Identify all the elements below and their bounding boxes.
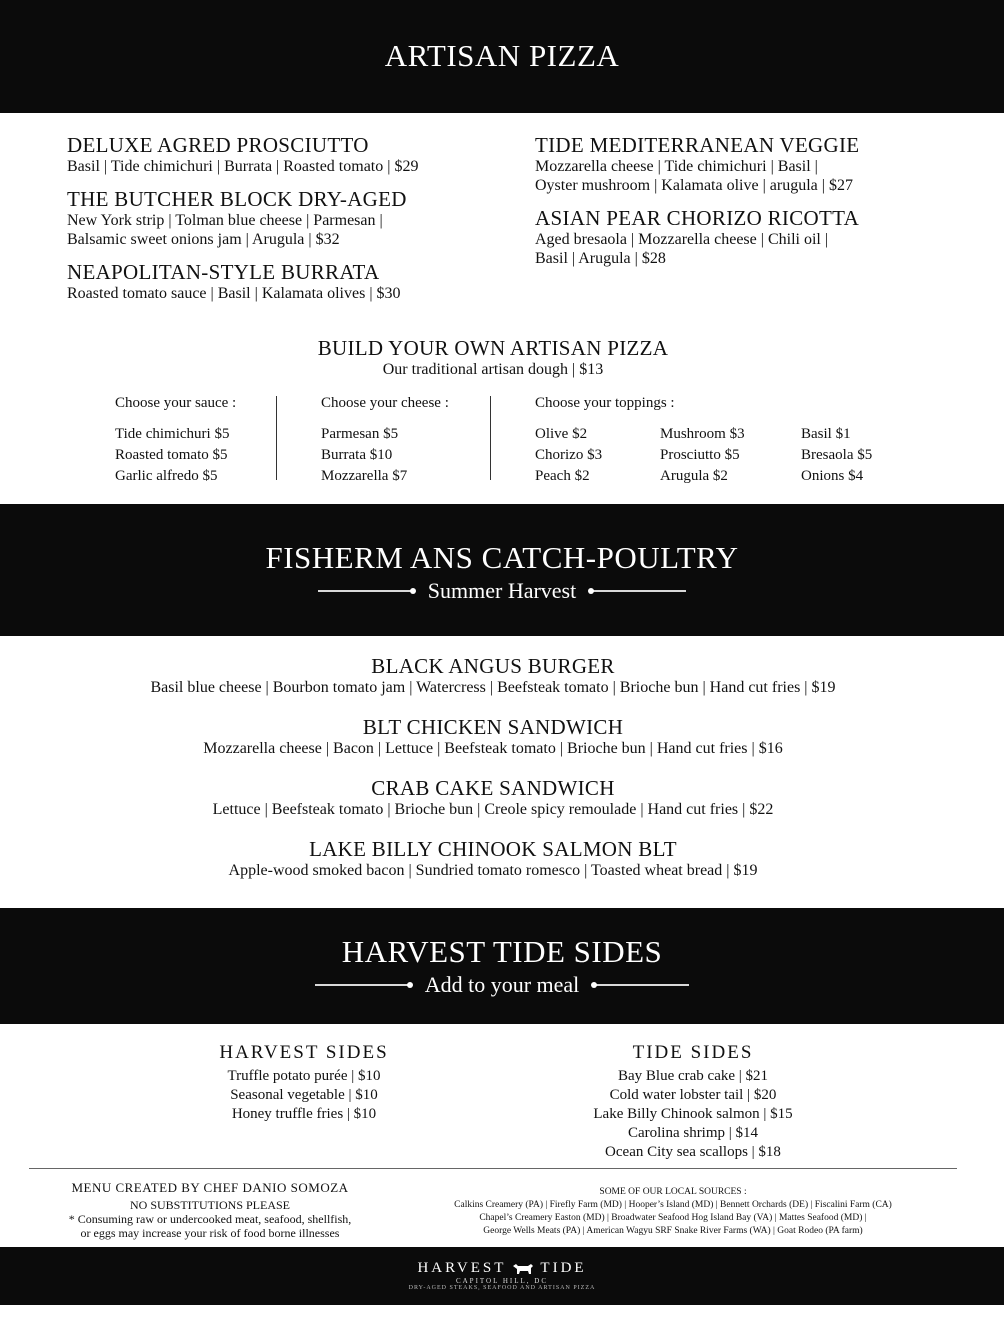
pizza-item-name: ASIAN PEAR CHORIZO RICOTTA: [535, 206, 860, 230]
topping-option: Onions $4: [801, 468, 864, 484]
side-item: Honey truffle fries | $10: [231, 1106, 377, 1122]
pizza-right-column: [535, 133, 975, 268]
cheese-option: Parmesan $5: [321, 426, 399, 442]
topping-option: Mushroom $3: [660, 426, 745, 442]
brand-band: [0, 1247, 1004, 1305]
pizza-item-desc: Balsamic sweet onions jam | Arugula | $32: [67, 231, 340, 248]
local-sources-line: George Wells Meats (PA) | American Wagyu SRF Snake River Farms (WA) | Goat Rodeo (PA farm): [483, 1226, 863, 1236]
brand-word: TIDE: [540, 1260, 587, 1276]
pizza-item: [535, 133, 975, 195]
topping-option: Peach $2: [535, 468, 590, 484]
toppings-grid: [535, 424, 975, 487]
brand-word: HARVEST: [417, 1260, 507, 1276]
fish-item-name: CRAB CAKE SANDWICH: [371, 776, 615, 800]
pizza-item-desc: Mozzarella cheese | Tide chimichuri | Basil |: [535, 158, 818, 175]
fish-item-desc: Lettuce | Beefsteak tomato | Brioche bun | Creole spicy remoulade | Hand cut fries | $22: [212, 801, 774, 818]
pizza-item-desc: Oyster mushroom | Kalamata olive | arugula | $27: [535, 177, 853, 194]
topping-option: Olive $2: [535, 426, 588, 442]
pizza-item-name: NEAPOLITAN-STYLE BURRATA: [67, 260, 380, 284]
fish-item-name: BLT CHICKEN SANDWICH: [362, 715, 624, 739]
pizza-item-name: TIDE MEDITERRANEAN VEGGIE: [535, 133, 860, 157]
harvest-sides: [184, 1042, 424, 1124]
sauce-options: [115, 395, 275, 487]
pizza-item: [67, 133, 507, 176]
tide-sides: [563, 1042, 823, 1162]
column-divider: [490, 396, 491, 480]
pizza-item-name: DELUXE AGRED PROSCIUTTO: [67, 133, 369, 157]
fish-item-name: LAKE BILLY CHINOOK SALMON BLT: [309, 837, 677, 861]
sauce-option: Roasted tomato $5: [115, 447, 228, 463]
pizza-item-desc: Aged bresaola | Mozzarella cheese | Chili oil |: [535, 231, 829, 248]
local-sources-line: Calkins Creamery (PA) | Firefly Farm (MD) | Hooper’s Island (MD) | Bennett Orchards (DE) | Fiscalini Farm (CA): [454, 1200, 892, 1210]
fish-item-desc: Apple-wood smoked bacon | Sundried tomato romesco | Toasted wheat bread | $19: [228, 862, 758, 879]
footer-notice: [55, 1181, 365, 1240]
chef-credit: MENU CREATED BY CHEF DANIO SOMOZA: [71, 1180, 349, 1195]
side-item: Seasonal vegetable | $10: [230, 1087, 378, 1103]
bull-icon: [512, 1262, 534, 1276]
pizza-section-title: ARTISAN PIZZA: [384, 38, 620, 73]
side-item: Cold water lobster tail | $20: [609, 1087, 777, 1103]
toppings-options: [535, 395, 975, 487]
sides-section-title: HARVEST TIDE SIDES: [341, 934, 663, 969]
fish-header-band: [0, 504, 1004, 636]
sauce-option: Garlic alfredo $5: [115, 468, 218, 484]
topping-option: Basil $1: [801, 426, 851, 442]
local-sources: [400, 1186, 946, 1238]
fish-item-desc: Mozzarella cheese | Bacon | Lettuce | Beefsteak tomato | Brioche bun | Hand cut fries | $16: [203, 740, 783, 757]
side-item: Lake Billy Chinook salmon | $15: [593, 1106, 793, 1122]
no-substitutions-note: NO SUBSTITUTIONS PLEASE: [129, 1198, 290, 1212]
build-your-own-heading: [0, 336, 986, 379]
toppings-column: [535, 424, 660, 487]
fish-item: [0, 776, 986, 819]
side-item: Carolina shrimp | $14: [627, 1125, 759, 1141]
food-safety-warning: or eggs may increase your risk of food borne illnesses: [80, 1226, 340, 1240]
pizza-item-desc: Roasted tomato sauce | Basil | Kalamata olives | $30: [67, 285, 401, 302]
fish-section-subtitle: Summer Harvest: [427, 578, 577, 603]
pizza-item-name: THE BUTCHER BLOCK DRY-AGED: [67, 187, 407, 211]
sides-section-subtitle: Add to your meal: [424, 972, 580, 997]
fish-item: [0, 715, 986, 758]
topping-option: Arugula $2: [660, 468, 728, 484]
side-item: Truffle potato purée | $10: [227, 1068, 381, 1084]
pizza-left-column: [67, 133, 507, 303]
local-sources-line: Chapel’s Creamery Easton (MD) | Broadwater Seafood Hog Island Bay (VA) | Mattes Seafood (MD) |: [479, 1213, 867, 1223]
fish-items: [0, 654, 986, 880]
footer-divider: [29, 1168, 957, 1169]
tide-sides-heading: TIDE SIDES: [632, 1042, 754, 1063]
sauce-option: Tide chimichuri $5: [115, 426, 230, 442]
ornament-rule: [590, 590, 686, 592]
cheese-options: [321, 395, 481, 487]
build-title: BUILD YOUR OWN ARTISAN PIZZA: [317, 336, 669, 360]
column-divider: [276, 396, 277, 480]
pizza-item: [535, 206, 975, 268]
pizza-header-band: [0, 0, 1004, 113]
fish-item-name: BLACK ANGUS BURGER: [371, 654, 615, 678]
brand-tagline: DRY-AGED STEAKS, SEAFOOD AND ARTISAN PIZZA: [408, 1285, 596, 1291]
pizza-item-desc: New York strip | Tolman blue cheese | Parmesan |: [67, 212, 383, 229]
toppings-heading: Choose your toppings :: [535, 395, 675, 411]
harvest-sides-heading: HARVEST SIDES: [219, 1042, 389, 1063]
food-safety-warning: * Consuming raw or undercooked meat, seafood, shellfish,: [68, 1212, 352, 1226]
pizza-item-desc: Basil | Tide chimichuri | Burrata | Roasted tomato | $29: [67, 158, 419, 175]
cheese-option: Burrata $10: [321, 447, 393, 463]
sides-section-subtitle-row: [0, 972, 1004, 998]
fish-item: [0, 654, 986, 697]
cheese-heading: Choose your cheese :: [321, 395, 449, 411]
build-subtitle: Our traditional artisan dough | $13: [382, 361, 604, 378]
brand-logo: [0, 1260, 1004, 1277]
topping-option: Bresaola $5: [801, 447, 873, 463]
fish-section-title: FISHERM ANS CATCH-POULTRY: [265, 540, 739, 575]
ornament-rule: [593, 984, 689, 986]
ornament-rule: [315, 984, 411, 986]
cheese-option: Mozzarella $7: [321, 468, 408, 484]
toppings-column: [801, 424, 901, 487]
topping-option: Chorizo $3: [535, 447, 603, 463]
fish-item: [0, 837, 986, 880]
side-item: Ocean City sea scallops | $18: [605, 1144, 781, 1160]
ornament-rule: [318, 590, 414, 592]
sides-header-band: [0, 908, 1004, 1024]
topping-option: Prosciutto $5: [660, 447, 740, 463]
side-item: Bay Blue crab cake | $21: [617, 1068, 769, 1084]
pizza-item-desc: Basil | Arugula | $28: [535, 250, 666, 267]
fish-item-desc: Basil blue cheese | Bourbon tomato jam | Watercress | Beefsteak tomato | Brioche bun | Hand cut fries | $19: [150, 679, 836, 696]
local-sources-heading: SOME OF OUR LOCAL SOURCES :: [599, 1187, 747, 1197]
sauce-heading: Choose your sauce :: [115, 395, 237, 411]
fish-section-subtitle-row: [0, 578, 1004, 604]
brand-location: CAPITOL HILL, DC: [455, 1277, 549, 1285]
toppings-column: [660, 424, 801, 487]
pizza-item: [67, 187, 507, 249]
pizza-item: [67, 260, 507, 303]
